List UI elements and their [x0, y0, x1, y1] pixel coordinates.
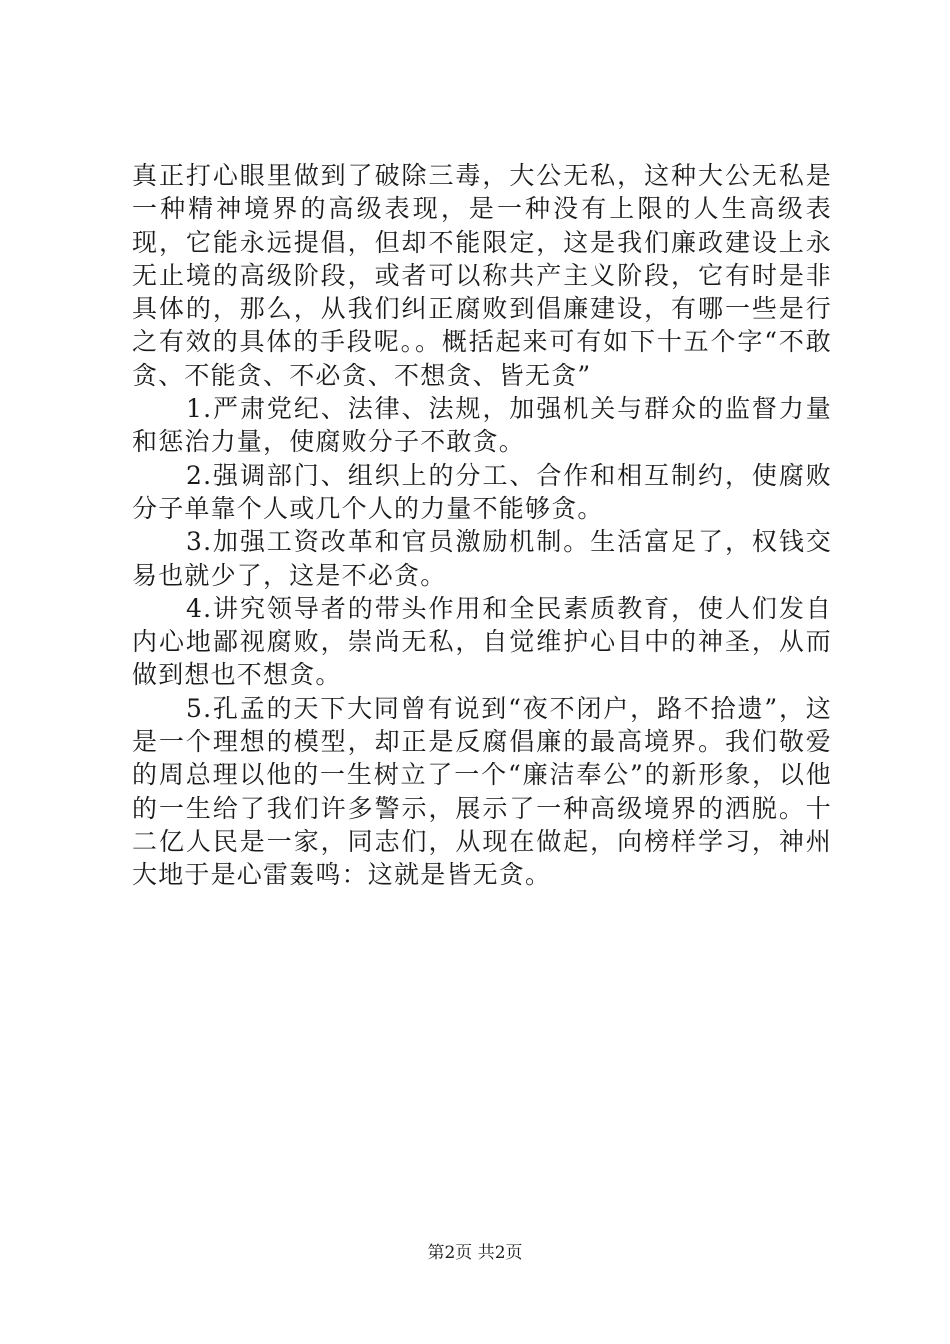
document-body [132, 159, 832, 892]
paragraph-point-4: 4.讲究领导者的带头作用和全民素质教育，使人们发自内心地鄙视腐败，崇尚无私，自觉维护心目中的神圣，从而做到想也不想贪。 [132, 593, 832, 690]
paragraph-point-1: 1.严肃党纪、法律、法规，加强机关与群众的监督力量和惩治力量，使腐败分子不敢贪。 [132, 394, 832, 457]
paragraph-point-3: 3.加强工资改革和官员激励机制。生活富足了，权钱交易也就少了，这是不必贪。 [132, 527, 832, 590]
page-footer: 第2页 共2页 [427, 1243, 523, 1263]
paragraph-intro: 真正打心眼里做到了破除三毒，大公无私，这种大公无私是一种精神境界的高级表现，是一种没有上限的人生高级表现，它能永远提倡，但却不能限定，这是我们廉政建设上永无止境的高级阶段，或者可以称共产主义阶段，它有时是非具体的，那么，从我们纠正腐败到倡廉建设，有哪一些是行之有效的具体的手段呢。。概括起来可有如下十五个字“不敢贪、不能贪、不必贪、不想贪、皆无贪” [132, 161, 832, 390]
paragraph-point-5: 5.孔孟的天下大同曾有说到“夜不闭户，路不拾遗”，这是一个理想的模型，却正是反腐倡廉的最高境界。我们敬爱的周总理以他的一生树立了一个“廉洁奉公”的新形象，以他的一生给了我们许多警示，展示了一种高级境界的洒脱。十二亿人民是一家，同志们，从现在做起，向榜样学习，神州大地于是心雷轰鸣：这就是皆无贪。 [132, 693, 832, 890]
paragraph-point-2: 2.强调部门、组织上的分工、合作和相互制约，使腐败分子单靠个人或几个人的力量不能够贪。 [132, 460, 832, 523]
